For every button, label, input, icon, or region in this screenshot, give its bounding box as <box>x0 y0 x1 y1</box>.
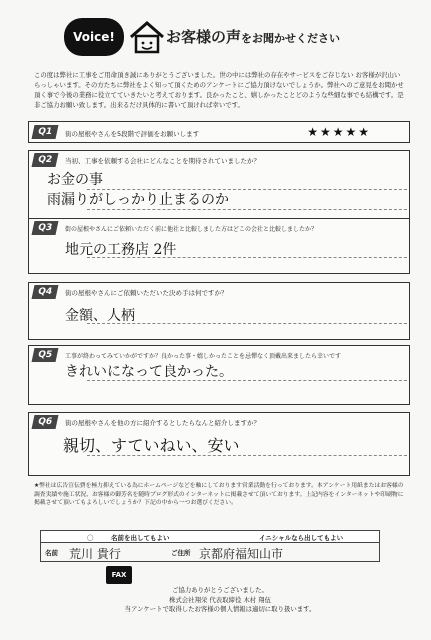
q3-text: 街の屋根やさんにご依頼いただく前に他社と比較しました方はどこの会社と比較しましたか？ <box>65 226 318 233</box>
q4-answer: 金額、人柄 <box>65 308 135 324</box>
address-value: 京都府福知山市 <box>199 547 284 561</box>
title-suffix: をお聞かせください <box>241 32 341 45</box>
question-5 <box>28 345 410 405</box>
question-4 <box>28 282 410 340</box>
answer-rule <box>87 209 407 210</box>
q2-answer-line-2: 雨漏りがしっかり止まるのか <box>47 192 229 208</box>
intro-text: この度は弊社に工事をご用命頂き誠にありがとうございました。世の中には弊社の存在やサービスをご存じない お客様が沢山いらっしゃいます。その方たちに弊社をよく知って頂くためのアンケートにご協力頂けないでしょうか。弊社へのご意見をお聞かせ頂く事で今後の業務に役立てていきたいと考えております。良かったこと、嬉しかったことどのような些細な事でも結構です。是非ご協力お願い致します。出来るだけ具体的に書いて頂ければ幸いです。 <box>34 71 404 109</box>
address-label: ご住所 <box>171 549 191 557</box>
question-3 <box>28 218 410 274</box>
q3-answer: 地元の工務店 2件 <box>65 242 177 258</box>
q1-rating-stars: ★★★★★ <box>307 125 371 139</box>
q6-label: Q6 <box>32 415 59 429</box>
title-main: お客様の声 <box>166 28 242 46</box>
thanks-line-1: ご協力ありがとうございました。 <box>172 586 268 594</box>
question-2 <box>28 150 410 220</box>
q4-label: Q4 <box>32 285 59 299</box>
answer-rule <box>87 323 407 324</box>
page-title <box>166 26 340 47</box>
q1-text: 街の屋根やさんを5段階で評価をお願いします <box>65 130 200 138</box>
company-line: 株式会社翔栄 代表取締役 木村 翔伍 <box>169 595 271 604</box>
fax-badge: FAX <box>106 566 132 584</box>
option-initial: イニシャルなら出してもよい <box>259 534 344 542</box>
public-check-mark: 〇 <box>87 534 94 542</box>
name-value: 荒川 貴行 <box>69 547 121 561</box>
thanks-block <box>90 586 350 615</box>
q6-answer: 親切、すていねい、安い <box>63 436 240 455</box>
house-icon <box>128 18 166 56</box>
q2-label: Q2 <box>32 153 59 167</box>
q4-text: 街の屋根やさんにご依頼いただいた決め手は何ですか？ <box>65 289 228 297</box>
q5-text: 工事が終わってみていかがですか？良かった事・嬉しかったことを忌憚なく頂戴出来ましたら幸いです <box>65 353 341 360</box>
name-label: 名前 <box>45 549 58 557</box>
header <box>40 12 400 64</box>
q6-text: 街の屋根やさんを他の方に紹介するとしたらなんと紹介しますか？ <box>65 419 260 427</box>
question-1 <box>28 121 410 143</box>
q1-label: Q1 <box>32 125 59 139</box>
privacy-line: 当アンケートで取得したお客様の個人情報は適切に取り扱います。 <box>124 605 316 613</box>
q5-answer: きれいになって良かった。 <box>65 364 233 380</box>
publication-note: ★弊社は広告宣伝費を極力抑えている為にホームページなどを軸にしております営業活動を行っております。本アンケート用紙またはお客様の調査実績や施工状況、お客様の御芳名を随時ブログ形式のインターネットに掲載させて頂いております。上記内容をインターネットや印刷物に掲載させて頂いてもよろしいでしょうか？下記の中から一つお選びください。 <box>34 483 404 507</box>
publish-options <box>41 531 379 543</box>
q2-answer-line-1: お金の事 <box>47 172 103 188</box>
voice-badge: Voice! <box>64 18 124 56</box>
q2-text: 当初、工事を依頼する会社にどんなことを期待されていましたか？ <box>65 157 260 165</box>
q5-label: Q5 <box>32 348 59 362</box>
name-block <box>40 530 380 562</box>
option-public: 名前を出してもよい <box>111 534 170 542</box>
q3-label: Q3 <box>32 221 59 235</box>
question-6 <box>28 412 410 476</box>
